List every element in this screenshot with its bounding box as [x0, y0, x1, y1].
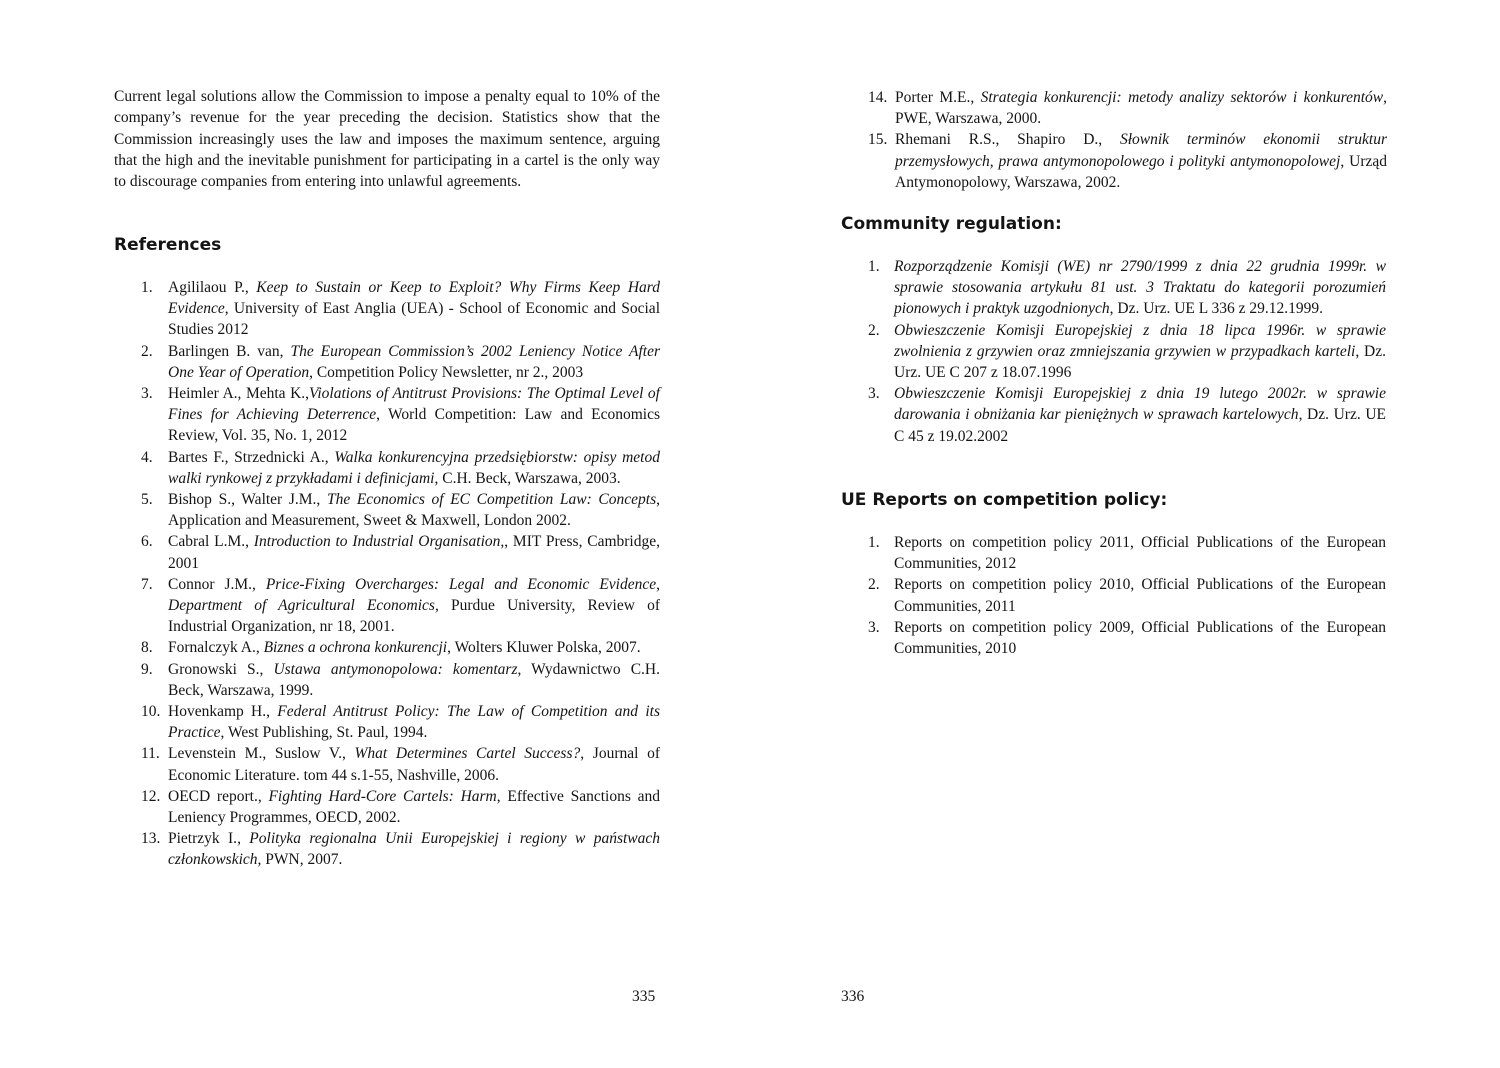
reference-number: 6. [141, 533, 153, 551]
ue-reports-list [841, 532, 1387, 659]
reference-item [114, 341, 660, 383]
reference-number: 9. [141, 660, 153, 678]
reference-item [841, 320, 1386, 384]
reference-details: , Purdue University, Review of Industrial Organization, nr 18, 2001. [168, 597, 660, 636]
reference-number: 1. [141, 279, 153, 296]
reference-number: 14. [868, 89, 888, 106]
reference-title: Rozporządzenie Komisji (WE) nr 2790/1999 z dnia 22 grudnia 1999r. w sprawie stosowania artykułu 81 ust. 3 Traktatu do kategorii porozumień pionowych i praktyk uzgodnionych [894, 258, 1386, 318]
reference-details: , Dz. Urz. UE C 207 z 18.07.1996 [894, 342, 1387, 382]
reference-details: , C.H. Beck, Warszawa, 2003. [434, 469, 621, 487]
references-list-continued [841, 87, 1387, 193]
reference-item [114, 531, 660, 573]
reference-number: 10. [141, 703, 161, 721]
community-regulation-heading: Community regulation: [841, 214, 1062, 234]
reference-authors: Levenstein M., Suslow V., [168, 745, 355, 763]
reference-authors: Reports on competition policy 2010, Official Publications of the European Communities, 2011 [894, 576, 1386, 615]
reference-title: The European Commission’s 2002 Leniency Notice After One Year of Operation [168, 342, 660, 381]
reference-authors: Pietrzyk I. [168, 830, 238, 848]
reference-number: 8. [141, 639, 153, 657]
reference-title: Słownik terminów ekonomii struktur przemysłowych, prawa antymonopolowego i polityki antymonopolowej [895, 131, 1387, 170]
reference-details: , Application and Measurement, Sweet & Maxwell, London 2002. [168, 491, 660, 530]
reference-title: Fighting Hard-Core Cartels: Harm [268, 787, 497, 805]
reference-details: , MIT Press, Cambridge, 2001 [168, 533, 660, 572]
reference-details: , West Publishing, St. Paul, 1994. [220, 724, 428, 742]
reference-item [114, 828, 660, 870]
reference-details: PWN, 2007. [261, 851, 343, 869]
reference-title: Obwieszczenie Komisji Europejskiej z dnia 18 lipca 1996r. w sprawie zwolnienia z grzywien oraz zmniejszania grzywien w przypadkach karteli [894, 321, 1386, 360]
reference-authors: Heimler A., Mehta K., [168, 385, 310, 403]
page-number: 335 [632, 988, 656, 1005]
reference-item [841, 532, 1386, 574]
reference-number: 7. [141, 575, 153, 593]
reference-number: 2. [141, 342, 153, 360]
reference-title: The Economics of EC Competition Law: Concepts [326, 491, 657, 509]
reference-authors: Agililaou P., [168, 279, 257, 296]
reference-title: Introduction to Industrial Organisation, [253, 533, 505, 551]
reference-authors: OECD report., [168, 787, 269, 805]
reference-authors: Porter M.E., [895, 89, 981, 106]
reference-details: , World Competition: Law and Economics Review, Vol. 35, No. 1, 2012 [168, 406, 660, 445]
reference-title: Obwieszczenie Komisji Europejskiej z dnia 19 lutego 2002r. w sprawie darowania i obniżania kar pieniężnych w sprawach kartelowych [894, 385, 1386, 424]
reference-item [114, 277, 660, 341]
reference-item [841, 574, 1386, 616]
reference-title: Ustawa antymonopolowa: komentarz [273, 660, 518, 678]
reference-authors: Connor J.M., [168, 575, 266, 593]
reference-details: , University of East Anglia (UEA) - School of Economic and Social Studies 2012 [168, 300, 660, 339]
reference-details: , Urząd Antymonopolowy, Warszawa, 2002. [895, 152, 1387, 191]
references-list [114, 277, 660, 871]
reference-number: 12. [141, 787, 161, 805]
reference-number: 2. [868, 576, 880, 594]
reference-number: 2. [868, 321, 880, 339]
reference-title: Strategia konkurencji: metody analizy sektorów i konkurentów [980, 89, 1384, 106]
reference-details: , Competition Policy Newsletter, nr 2., 2003 [309, 363, 584, 381]
reference-item [114, 743, 660, 785]
reference-details: , Wydawnictwo C.H. Beck, Warszawa, 1999. [168, 660, 660, 699]
reference-title: Violations of Antitrust Provisions: The Optimal Level of Fines for Achieving Deterrence [168, 385, 660, 424]
reference-number: 3. [868, 618, 880, 636]
reference-number: 15. [868, 131, 888, 149]
reference-details: , Dz. Urz. UE C 45 z 19.02.2002 [894, 406, 1386, 445]
reference-item [841, 256, 1386, 320]
references-heading: References [114, 235, 222, 255]
reference-title: Federal Antitrust Policy: The Law of Competition and its Practice [168, 703, 661, 742]
reference-details: , Journal of Economic Literature. tom 44 s.1-55, Nashville, 2006. [168, 745, 660, 784]
reference-title: , Polityka regionalna Unii Europejskiej i regiony w państwach członkowskich, [168, 830, 660, 869]
reference-title: Keep to Sustain or Keep to Exploit? Why Firms Keep Hard Evidence [168, 279, 660, 318]
reference-item [114, 786, 660, 828]
reference-authors: Fornalczyk A., [168, 639, 264, 657]
reference-number: 3. [868, 385, 880, 403]
reference-item [114, 383, 660, 447]
reference-details: , PWE, Warszawa, 2000. [895, 89, 1387, 128]
reference-number: 1. [868, 534, 880, 551]
reference-authors: Gronowski S., [168, 660, 274, 678]
reference-item [841, 617, 1386, 659]
reference-authors: Rhemani R.S., Shapiro D., [895, 131, 1120, 149]
reference-title: What Determines Cartel Success? [354, 745, 581, 763]
reference-item [841, 129, 1387, 193]
reference-authors: Cabral L.M., [168, 533, 254, 551]
reference-title: Biznes a ochrona konkurencji [263, 639, 448, 657]
body-paragraph: Current legal solutions allow the Commission to impose a penalty equal to 10% of the company’s revenue for the year preceding the decision. Statistics show that the Commission increasingly uses the law and imposes the maximum sentence, arguing that the high and the inevitable punishment for participating in a cartel is the only way to discourage companies from entering into unlawful agreements. [114, 88, 660, 191]
reference-number: 4. [141, 448, 153, 466]
reference-item [841, 87, 1387, 129]
reference-authors: Bartes F., Strzednicki A., [168, 448, 335, 466]
reference-authors: Barlingen B. van, [168, 342, 291, 360]
reference-details: , Wolters Kluwer Polska, 2007. [447, 639, 641, 657]
reference-details: , Dz. Urz. UE L 336 z 29.12.1999. [1109, 300, 1324, 318]
ue-reports-heading: UE Reports on competition policy: [841, 490, 1168, 510]
reference-authors: Reports on competition policy 2009, Official Publications of the European Communities, 2010 [894, 618, 1386, 658]
reference-authors: Bishop S., Walter J.M., [168, 491, 327, 509]
reference-number: 1. [868, 258, 880, 275]
reference-number: 11. [141, 745, 160, 763]
community-regulation-list [841, 256, 1387, 447]
reference-details: , Effective Sanctions and Leniency Programmes, OECD, 2002. [168, 787, 661, 827]
reference-item [114, 489, 660, 531]
reference-number: 13. [141, 830, 161, 848]
page-number: 336 [841, 988, 865, 1005]
reference-number: 5. [141, 491, 153, 509]
reference-item [114, 701, 660, 743]
reference-authors: Hovenkamp H., [168, 703, 278, 721]
reference-item [114, 637, 660, 658]
reference-item [114, 447, 660, 489]
reference-authors: Reports on competition policy 2011, Official Publications of the European Communities, 2012 [894, 534, 1386, 573]
reference-number: 3. [141, 385, 153, 403]
reference-item [114, 659, 660, 701]
reference-item [841, 383, 1386, 447]
reference-title: Price-Fixing Overcharges: Legal and Economic Evidence, Department of Agricultural Economics [168, 575, 660, 615]
reference-title: Walka konkurencyjna przedsiębiorstw: opisy metod walki rynkowej z przykładami i definicjami [168, 448, 660, 487]
reference-item [114, 574, 660, 638]
